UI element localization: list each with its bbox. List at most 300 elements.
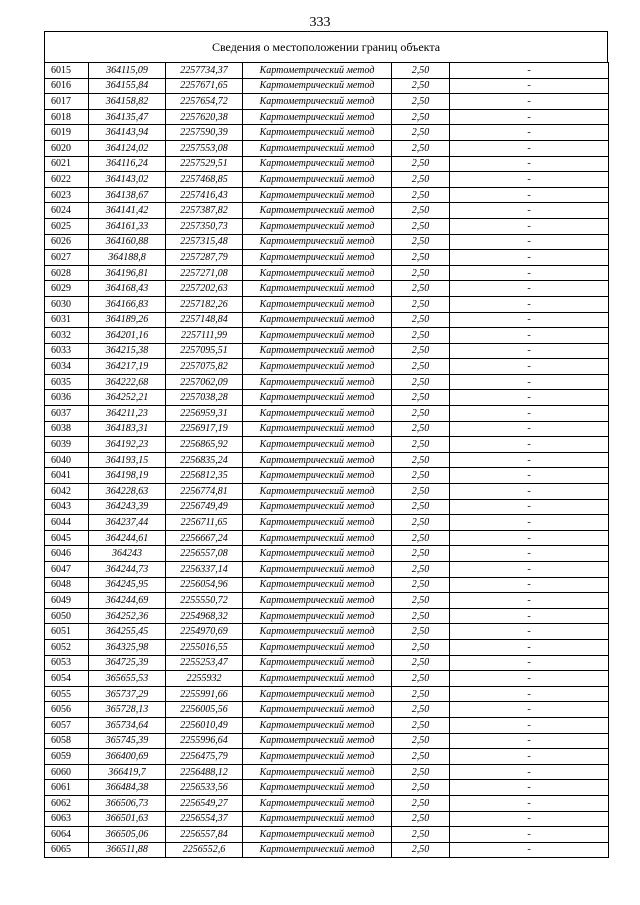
- method-cell: Картометрический метод: [243, 328, 392, 344]
- table-row: [45, 406, 609, 422]
- point-number-cell: 6040: [45, 452, 89, 468]
- y-coordinate-cell: 2256557,08: [166, 546, 243, 562]
- method-cell: Картометрический метод: [243, 265, 392, 281]
- accuracy-cell: 2,50: [392, 265, 450, 281]
- accuracy-cell: 2,50: [392, 140, 450, 156]
- table-row: [45, 827, 609, 843]
- table-row: [45, 63, 609, 79]
- point-number-cell: 6051: [45, 624, 89, 640]
- table-row: [45, 577, 609, 593]
- y-coordinate-cell: 2256549,27: [166, 795, 243, 811]
- point-number-cell: 6020: [45, 140, 89, 156]
- y-coordinate-cell: 2257734,37: [166, 63, 243, 79]
- x-coordinate-cell: 366506,73: [89, 795, 166, 811]
- point-number-cell: 6045: [45, 530, 89, 546]
- method-cell: Картометрический метод: [243, 437, 392, 453]
- y-coordinate-cell: 2257590,39: [166, 125, 243, 141]
- point-number-cell: 6034: [45, 359, 89, 375]
- point-number-cell: 6039: [45, 437, 89, 453]
- description-cell: -: [450, 374, 609, 390]
- y-coordinate-cell: 2255016,55: [166, 639, 243, 655]
- y-coordinate-cell: 2257416,43: [166, 187, 243, 203]
- y-coordinate-cell: 2256557,84: [166, 827, 243, 843]
- x-coordinate-cell: 364211,23: [89, 406, 166, 422]
- accuracy-cell: 2,50: [392, 827, 450, 843]
- accuracy-cell: 2,50: [392, 109, 450, 125]
- accuracy-cell: 2,50: [392, 608, 450, 624]
- y-coordinate-cell: 2256005,56: [166, 702, 243, 718]
- description-cell: -: [450, 795, 609, 811]
- point-number-cell: 6015: [45, 63, 89, 79]
- point-number-cell: 6055: [45, 686, 89, 702]
- x-coordinate-cell: 364115,09: [89, 63, 166, 79]
- table-row: [45, 140, 609, 156]
- table-row: [45, 671, 609, 687]
- x-coordinate-cell: 366505,06: [89, 827, 166, 843]
- accuracy-cell: 2,50: [392, 671, 450, 687]
- y-coordinate-cell: 2256917,19: [166, 421, 243, 437]
- accuracy-cell: 2,50: [392, 639, 450, 655]
- method-cell: Картометрический метод: [243, 234, 392, 250]
- y-coordinate-cell: 2257350,73: [166, 218, 243, 234]
- description-cell: -: [450, 203, 609, 219]
- method-cell: Картометрический метод: [243, 780, 392, 796]
- method-cell: Картометрический метод: [243, 156, 392, 172]
- method-cell: Картометрический метод: [243, 655, 392, 671]
- description-cell: -: [450, 78, 609, 94]
- x-coordinate-cell: 364228,63: [89, 484, 166, 500]
- point-number-cell: 6023: [45, 187, 89, 203]
- point-number-cell: 6043: [45, 499, 89, 515]
- description-cell: -: [450, 234, 609, 250]
- table-row: [45, 530, 609, 546]
- y-coordinate-cell: 2256054,96: [166, 577, 243, 593]
- table-row: [45, 624, 609, 640]
- y-coordinate-cell: 2254970,69: [166, 624, 243, 640]
- y-coordinate-cell: 2257387,82: [166, 203, 243, 219]
- table-row: [45, 484, 609, 500]
- description-cell: -: [450, 437, 609, 453]
- y-coordinate-cell: 2255932: [166, 671, 243, 687]
- accuracy-cell: 2,50: [392, 733, 450, 749]
- boundary-sheet: [44, 31, 608, 858]
- table-row: [45, 764, 609, 780]
- table-header: [44, 31, 608, 62]
- x-coordinate-cell: 364188,8: [89, 250, 166, 266]
- accuracy-cell: 2,50: [392, 515, 450, 531]
- y-coordinate-cell: 2257529,51: [166, 156, 243, 172]
- table-row: [45, 78, 609, 94]
- description-cell: -: [450, 546, 609, 562]
- x-coordinate-cell: 364244,69: [89, 593, 166, 609]
- description-cell: -: [450, 218, 609, 234]
- accuracy-cell: 2,50: [392, 842, 450, 858]
- accuracy-cell: 2,50: [392, 406, 450, 422]
- accuracy-cell: 2,50: [392, 484, 450, 500]
- table-row: [45, 125, 609, 141]
- point-number-cell: 6037: [45, 406, 89, 422]
- description-cell: -: [450, 530, 609, 546]
- x-coordinate-cell: 364192,23: [89, 437, 166, 453]
- description-cell: -: [450, 717, 609, 733]
- point-number-cell: 6036: [45, 390, 89, 406]
- description-cell: -: [450, 156, 609, 172]
- x-coordinate-cell: 364135,47: [89, 109, 166, 125]
- y-coordinate-cell: 2256533,56: [166, 780, 243, 796]
- y-coordinate-cell: 2257468,85: [166, 172, 243, 188]
- table-row: [45, 562, 609, 578]
- description-cell: -: [450, 577, 609, 593]
- table-row: [45, 172, 609, 188]
- description-cell: -: [450, 343, 609, 359]
- method-cell: Картометрический метод: [243, 639, 392, 655]
- x-coordinate-cell: 366400,69: [89, 749, 166, 765]
- table-row: [45, 639, 609, 655]
- method-cell: Картометрический метод: [243, 515, 392, 531]
- description-cell: -: [450, 125, 609, 141]
- point-number-cell: 6022: [45, 172, 89, 188]
- y-coordinate-cell: 2257553,08: [166, 140, 243, 156]
- description-cell: -: [450, 562, 609, 578]
- description-cell: -: [450, 328, 609, 344]
- description-cell: -: [450, 764, 609, 780]
- y-coordinate-cell: 2256835,24: [166, 452, 243, 468]
- method-cell: Картометрический метод: [243, 406, 392, 422]
- description-cell: -: [450, 281, 609, 297]
- table-row: [45, 281, 609, 297]
- y-coordinate-cell: 2256774,81: [166, 484, 243, 500]
- accuracy-cell: 2,50: [392, 749, 450, 765]
- y-coordinate-cell: 2257202,63: [166, 281, 243, 297]
- point-number-cell: 6024: [45, 203, 89, 219]
- table-row: [45, 686, 609, 702]
- accuracy-cell: 2,50: [392, 94, 450, 110]
- method-cell: Картометрический метод: [243, 562, 392, 578]
- method-cell: Картометрический метод: [243, 125, 392, 141]
- point-number-cell: 6059: [45, 749, 89, 765]
- table-row: [45, 546, 609, 562]
- x-coordinate-cell: 364189,26: [89, 312, 166, 328]
- point-number-cell: 6053: [45, 655, 89, 671]
- y-coordinate-cell: 2256337,14: [166, 562, 243, 578]
- accuracy-cell: 2,50: [392, 250, 450, 266]
- table-row: [45, 250, 609, 266]
- description-cell: -: [450, 250, 609, 266]
- description-cell: -: [450, 172, 609, 188]
- method-cell: Картометрический метод: [243, 343, 392, 359]
- table-row: [45, 468, 609, 484]
- y-coordinate-cell: 2257654,72: [166, 94, 243, 110]
- description-cell: -: [450, 140, 609, 156]
- accuracy-cell: 2,50: [392, 359, 450, 375]
- x-coordinate-cell: 364243,39: [89, 499, 166, 515]
- y-coordinate-cell: 2255550,72: [166, 593, 243, 609]
- accuracy-cell: 2,50: [392, 468, 450, 484]
- description-cell: -: [450, 452, 609, 468]
- y-coordinate-cell: 2256475,79: [166, 749, 243, 765]
- x-coordinate-cell: 364196,81: [89, 265, 166, 281]
- method-cell: Картометрический метод: [243, 749, 392, 765]
- coordinates-table-body: [45, 63, 609, 858]
- x-coordinate-cell: 364155,84: [89, 78, 166, 94]
- table-row: [45, 187, 609, 203]
- method-cell: Картометрический метод: [243, 764, 392, 780]
- point-number-cell: 6049: [45, 593, 89, 609]
- point-number-cell: 6065: [45, 842, 89, 858]
- method-cell: Картометрический метод: [243, 795, 392, 811]
- accuracy-cell: 2,50: [392, 218, 450, 234]
- table-row: [45, 203, 609, 219]
- method-cell: Картометрический метод: [243, 686, 392, 702]
- point-number-cell: 6029: [45, 281, 89, 297]
- accuracy-cell: 2,50: [392, 328, 450, 344]
- point-number-cell: 6057: [45, 717, 89, 733]
- x-coordinate-cell: 364201,16: [89, 328, 166, 344]
- accuracy-cell: 2,50: [392, 187, 450, 203]
- method-cell: Картометрический метод: [243, 140, 392, 156]
- x-coordinate-cell: 364116,24: [89, 156, 166, 172]
- accuracy-cell: 2,50: [392, 63, 450, 79]
- description-cell: -: [450, 624, 609, 640]
- x-coordinate-cell: 366501,63: [89, 811, 166, 827]
- x-coordinate-cell: 364166,83: [89, 296, 166, 312]
- x-coordinate-cell: 366419,7: [89, 764, 166, 780]
- x-coordinate-cell: 364244,73: [89, 562, 166, 578]
- y-coordinate-cell: 2254968,32: [166, 608, 243, 624]
- table-row: [45, 733, 609, 749]
- method-cell: Картометрический метод: [243, 842, 392, 858]
- x-coordinate-cell: 364215,38: [89, 343, 166, 359]
- accuracy-cell: 2,50: [392, 281, 450, 297]
- method-cell: Картометрический метод: [243, 281, 392, 297]
- x-coordinate-cell: 364237,44: [89, 515, 166, 531]
- method-cell: Картометрический метод: [243, 78, 392, 94]
- description-cell: -: [450, 312, 609, 328]
- x-coordinate-cell: 364141,42: [89, 203, 166, 219]
- x-coordinate-cell: 364161,33: [89, 218, 166, 234]
- method-cell: Картометрический метод: [243, 203, 392, 219]
- accuracy-cell: 2,50: [392, 78, 450, 94]
- y-coordinate-cell: 2256667,24: [166, 530, 243, 546]
- y-coordinate-cell: 2256959,31: [166, 406, 243, 422]
- x-coordinate-cell: 364217,19: [89, 359, 166, 375]
- description-cell: -: [450, 749, 609, 765]
- description-cell: -: [450, 671, 609, 687]
- accuracy-cell: 2,50: [392, 499, 450, 515]
- description-cell: -: [450, 827, 609, 843]
- point-number-cell: 6052: [45, 639, 89, 655]
- method-cell: Картометрический метод: [243, 296, 392, 312]
- point-number-cell: 6063: [45, 811, 89, 827]
- table-row: [45, 655, 609, 671]
- x-coordinate-cell: 365728,13: [89, 702, 166, 718]
- point-number-cell: 6038: [45, 421, 89, 437]
- accuracy-cell: 2,50: [392, 764, 450, 780]
- x-coordinate-cell: 364183,31: [89, 421, 166, 437]
- point-number-cell: 6060: [45, 764, 89, 780]
- accuracy-cell: 2,50: [392, 562, 450, 578]
- y-coordinate-cell: 2256711,65: [166, 515, 243, 531]
- y-coordinate-cell: 2257287,79: [166, 250, 243, 266]
- x-coordinate-cell: 365734,64: [89, 717, 166, 733]
- point-number-cell: 6041: [45, 468, 89, 484]
- point-number-cell: 6046: [45, 546, 89, 562]
- x-coordinate-cell: 364252,36: [89, 608, 166, 624]
- table-row: [45, 499, 609, 515]
- accuracy-cell: 2,50: [392, 437, 450, 453]
- point-number-cell: 6027: [45, 250, 89, 266]
- accuracy-cell: 2,50: [392, 655, 450, 671]
- accuracy-cell: 2,50: [392, 234, 450, 250]
- method-cell: Картометрический метод: [243, 717, 392, 733]
- method-cell: Картометрический метод: [243, 374, 392, 390]
- y-coordinate-cell: 2257111,99: [166, 328, 243, 344]
- table-row: [45, 437, 609, 453]
- accuracy-cell: 2,50: [392, 593, 450, 609]
- description-cell: -: [450, 639, 609, 655]
- description-cell: -: [450, 593, 609, 609]
- method-cell: Картометрический метод: [243, 671, 392, 687]
- y-coordinate-cell: 2255253,47: [166, 655, 243, 671]
- y-coordinate-cell: 2257182,26: [166, 296, 243, 312]
- table-row: [45, 265, 609, 281]
- accuracy-cell: 2,50: [392, 577, 450, 593]
- method-cell: Картометрический метод: [243, 593, 392, 609]
- table-row: [45, 312, 609, 328]
- table-row: [45, 94, 609, 110]
- accuracy-cell: 2,50: [392, 530, 450, 546]
- method-cell: Картометрический метод: [243, 608, 392, 624]
- method-cell: Картометрический метод: [243, 390, 392, 406]
- description-cell: -: [450, 655, 609, 671]
- accuracy-cell: 2,50: [392, 717, 450, 733]
- table-row: [45, 359, 609, 375]
- accuracy-cell: 2,50: [392, 421, 450, 437]
- method-cell: Картометрический метод: [243, 359, 392, 375]
- y-coordinate-cell: 2257671,65: [166, 78, 243, 94]
- method-cell: Картометрический метод: [243, 827, 392, 843]
- table-row: [45, 156, 609, 172]
- point-number-cell: 6021: [45, 156, 89, 172]
- y-coordinate-cell: 2256749,49: [166, 499, 243, 515]
- method-cell: Картометрический метод: [243, 577, 392, 593]
- y-coordinate-cell: 2257148,84: [166, 312, 243, 328]
- accuracy-cell: 2,50: [392, 125, 450, 141]
- y-coordinate-cell: 2256010,49: [166, 717, 243, 733]
- y-coordinate-cell: 2257075,82: [166, 359, 243, 375]
- table-row: [45, 390, 609, 406]
- description-cell: -: [450, 359, 609, 375]
- x-coordinate-cell: 365737,29: [89, 686, 166, 702]
- point-number-cell: 6064: [45, 827, 89, 843]
- accuracy-cell: 2,50: [392, 296, 450, 312]
- table-row: [45, 452, 609, 468]
- x-coordinate-cell: 364143,02: [89, 172, 166, 188]
- accuracy-cell: 2,50: [392, 624, 450, 640]
- description-cell: -: [450, 421, 609, 437]
- x-coordinate-cell: 364243: [89, 546, 166, 562]
- y-coordinate-cell: 2257271,08: [166, 265, 243, 281]
- method-cell: Картометрический метод: [243, 702, 392, 718]
- description-cell: -: [450, 686, 609, 702]
- accuracy-cell: 2,50: [392, 795, 450, 811]
- method-cell: Картометрический метод: [243, 94, 392, 110]
- accuracy-cell: 2,50: [392, 390, 450, 406]
- table-row: [45, 608, 609, 624]
- point-number-cell: 6056: [45, 702, 89, 718]
- y-coordinate-cell: 2257315,48: [166, 234, 243, 250]
- table-row: [45, 811, 609, 827]
- table-row: [45, 328, 609, 344]
- point-number-cell: 6030: [45, 296, 89, 312]
- table-header-title: Сведения о местоположении границ объекта: [211, 39, 441, 54]
- description-cell: -: [450, 811, 609, 827]
- point-number-cell: 6026: [45, 234, 89, 250]
- x-coordinate-cell: 364168,43: [89, 281, 166, 297]
- x-coordinate-cell: 364160,88: [89, 234, 166, 250]
- table-row: [45, 842, 609, 858]
- accuracy-cell: 2,50: [392, 172, 450, 188]
- accuracy-cell: 2,50: [392, 686, 450, 702]
- y-coordinate-cell: 2257038,28: [166, 390, 243, 406]
- x-coordinate-cell: 364138,67: [89, 187, 166, 203]
- description-cell: -: [450, 296, 609, 312]
- description-cell: -: [450, 109, 609, 125]
- method-cell: Картометрический метод: [243, 421, 392, 437]
- x-coordinate-cell: 364255,45: [89, 624, 166, 640]
- point-number-cell: 6058: [45, 733, 89, 749]
- point-number-cell: 6047: [45, 562, 89, 578]
- point-number-cell: 6028: [45, 265, 89, 281]
- point-number-cell: 6018: [45, 109, 89, 125]
- table-row: [45, 109, 609, 125]
- method-cell: Картометрический метод: [243, 733, 392, 749]
- table-row: [45, 702, 609, 718]
- method-cell: Картометрический метод: [243, 484, 392, 500]
- y-coordinate-cell: 2255996,64: [166, 733, 243, 749]
- accuracy-cell: 2,50: [392, 780, 450, 796]
- x-coordinate-cell: 364252,21: [89, 390, 166, 406]
- point-number-cell: 6025: [45, 218, 89, 234]
- table-row: [45, 780, 609, 796]
- method-cell: Картометрический метод: [243, 811, 392, 827]
- x-coordinate-cell: 364198,19: [89, 468, 166, 484]
- table-row: [45, 795, 609, 811]
- table-row: [45, 296, 609, 312]
- method-cell: Картометрический метод: [243, 624, 392, 640]
- description-cell: -: [450, 733, 609, 749]
- y-coordinate-cell: 2256554,37: [166, 811, 243, 827]
- method-cell: Картометрический метод: [243, 250, 392, 266]
- table-row: [45, 515, 609, 531]
- coordinates-table: [44, 62, 609, 858]
- x-coordinate-cell: 364244,61: [89, 530, 166, 546]
- description-cell: -: [450, 499, 609, 515]
- y-coordinate-cell: 2256552,6: [166, 842, 243, 858]
- accuracy-cell: 2,50: [392, 343, 450, 359]
- x-coordinate-cell: 366484,38: [89, 780, 166, 796]
- point-number-cell: 6061: [45, 780, 89, 796]
- point-number-cell: 6033: [45, 343, 89, 359]
- method-cell: Картометрический метод: [243, 187, 392, 203]
- point-number-cell: 6031: [45, 312, 89, 328]
- x-coordinate-cell: 364158,82: [89, 94, 166, 110]
- x-coordinate-cell: 364325,98: [89, 639, 166, 655]
- x-coordinate-cell: 365655,53: [89, 671, 166, 687]
- point-number-cell: 6054: [45, 671, 89, 687]
- description-cell: -: [450, 63, 609, 79]
- accuracy-cell: 2,50: [392, 203, 450, 219]
